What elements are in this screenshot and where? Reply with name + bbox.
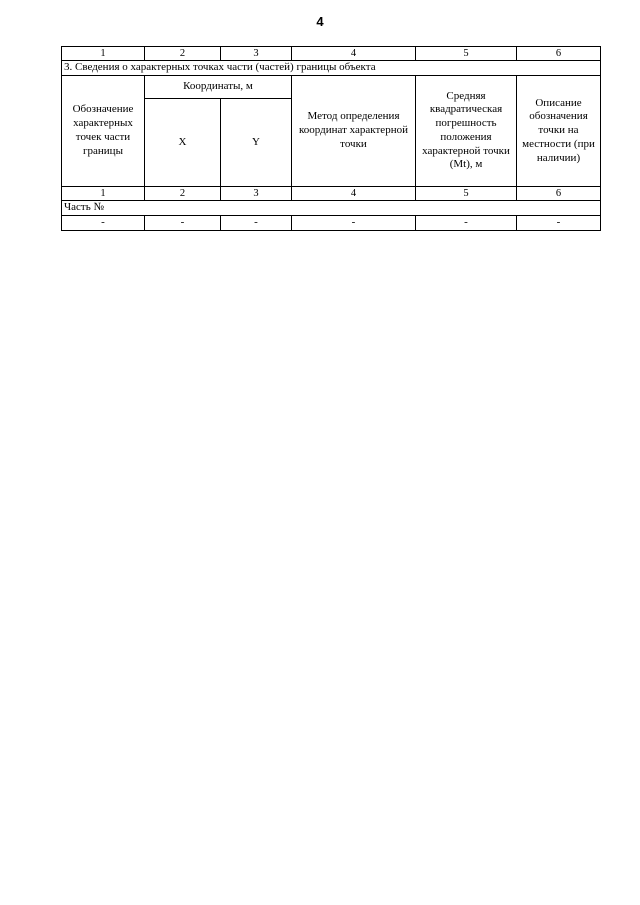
column-number: 1 <box>62 186 145 200</box>
table-cell: - <box>145 215 221 230</box>
column-number: 5 <box>416 47 517 61</box>
part-label: Часть № <box>62 201 601 216</box>
table-cell: - <box>62 215 145 230</box>
column-number: 3 <box>221 186 292 200</box>
column-number: 1 <box>62 47 145 61</box>
column-number: 6 <box>517 47 601 61</box>
header-x: X <box>145 98 221 186</box>
header-y: Y <box>221 98 292 186</box>
column-number: 3 <box>221 47 292 61</box>
boundary-points-table <box>61 46 601 231</box>
header-column-numbers-row <box>62 186 601 200</box>
header-rms-error: Средняя квадратическая погрешность положения характерной точки (Mt), м <box>416 75 517 186</box>
page-number: 4 <box>316 14 324 29</box>
section-title-row <box>62 61 601 76</box>
header-coordinates: Координаты, м <box>145 75 292 98</box>
header-point-description: Описание обозначения точки на местности (при наличии) <box>517 75 601 186</box>
header-row-top <box>62 75 601 98</box>
top-column-numbers-row <box>62 47 601 61</box>
table-cell: - <box>221 215 292 230</box>
header-point-designation: Обозначение характерных точек части границы <box>62 75 145 186</box>
header-method: Метод определения координат характерной точки <box>292 75 416 186</box>
column-number: 2 <box>145 47 221 61</box>
table-cell: - <box>517 215 601 230</box>
part-row <box>62 201 601 216</box>
column-number: 6 <box>517 186 601 200</box>
column-number: 5 <box>416 186 517 200</box>
column-number: 4 <box>292 186 416 200</box>
column-number: 4 <box>292 47 416 61</box>
table-cell: - <box>292 215 416 230</box>
table-row <box>62 215 601 230</box>
table-cell: - <box>416 215 517 230</box>
column-number: 2 <box>145 186 221 200</box>
section-title: 3. Сведения о характерных точках части (частей) границы объекта <box>62 61 601 76</box>
